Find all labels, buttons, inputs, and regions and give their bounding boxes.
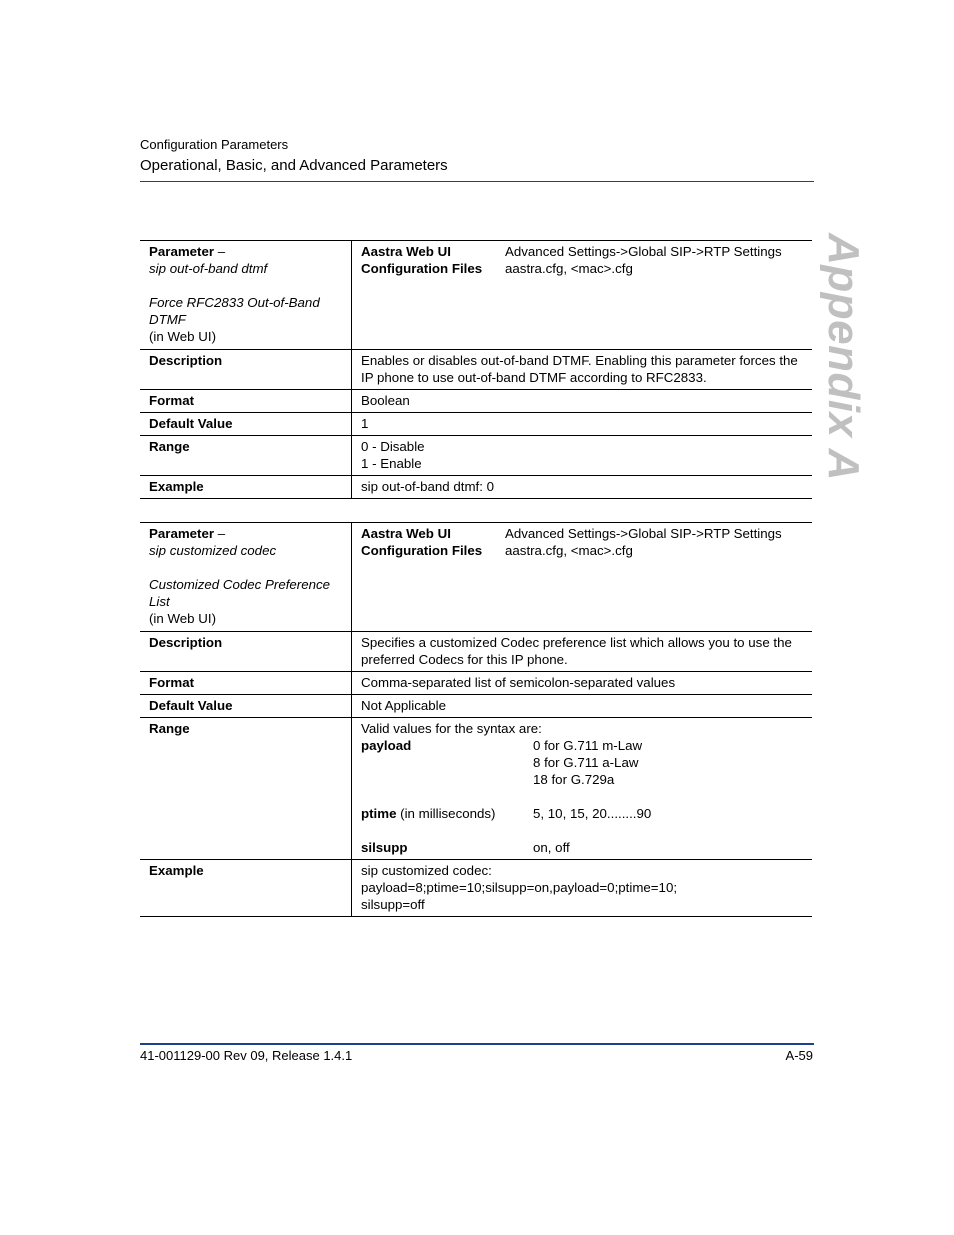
parameter-name: sip customized codec <box>149 543 277 558</box>
format-label: Format <box>140 672 352 695</box>
table-row-description <box>140 350 812 390</box>
web-ui-path: Advanced Settings->Global SIP->RTP Settings <box>505 244 782 259</box>
config-files-label: Configuration Files <box>361 543 483 558</box>
parameter-cell <box>140 523 352 632</box>
table-row-parameter <box>140 241 812 350</box>
range-value <box>352 436 813 476</box>
example-label: Example <box>140 860 352 917</box>
config-files-value: aastra.cfg, <mac>.cfg <box>505 261 633 276</box>
location-cell <box>352 523 813 632</box>
table-row-parameter <box>140 523 812 632</box>
range-value <box>352 718 813 860</box>
ptime-value: 5, 10, 15, 20........90 <box>533 806 652 821</box>
default-label: Default Value <box>140 695 352 718</box>
web-ui-label: Aastra Web UI <box>361 244 451 259</box>
ptime-unit: (in milliseconds) <box>396 806 496 821</box>
config-files-value: aastra.cfg, <mac>.cfg <box>505 543 633 558</box>
table-row-format <box>140 390 812 413</box>
table-row-default <box>140 695 812 718</box>
table-row-default <box>140 413 812 436</box>
format-value: Comma-separated list of semicolon-separated values <box>352 672 813 695</box>
web-ui-path: Advanced Settings->Global SIP->RTP Settings <box>505 526 782 541</box>
example-value: sip out-of-band dtmf: 0 <box>352 476 813 499</box>
range-intro: Valid values for the syntax are: <box>361 721 542 736</box>
format-value: Boolean <box>352 390 813 413</box>
range-option-1: 1 - Enable <box>361 456 422 471</box>
table-row-range <box>140 718 812 860</box>
example-value <box>352 860 813 917</box>
table-row-example <box>140 476 812 499</box>
running-header-section: Configuration Parameters <box>140 137 289 152</box>
table-row-range <box>140 436 812 476</box>
parameter-dash: – <box>214 526 226 541</box>
in-web-ui-note: (in Web UI) <box>149 329 216 344</box>
web-ui-label: Aastra Web UI <box>361 526 451 541</box>
silsupp-value: on, off <box>533 840 570 855</box>
silsupp-label: silsupp <box>361 840 408 855</box>
description-value: Specifies a customized Codec preference list which allows you to use the preferred Codecs for this IP phone. <box>352 632 813 672</box>
parameter-dash: – <box>214 244 226 259</box>
in-web-ui-note: (in Web UI) <box>149 611 216 626</box>
ptime-label: ptime <box>361 806 397 821</box>
description-label: Description <box>140 350 352 390</box>
example-label: Example <box>140 476 352 499</box>
example-line-2: payload=8;ptime=10;silsupp=on,payload=0;ptime=10; <box>361 880 678 895</box>
footer-divider <box>140 1043 814 1045</box>
appendix-side-tab-label: Appendix A <box>819 233 869 481</box>
web-ui-name-line2: DTMF <box>149 312 186 327</box>
payload-option-18: 18 for G.729a <box>533 772 615 787</box>
default-label: Default Value <box>140 413 352 436</box>
format-label: Format <box>140 390 352 413</box>
appendix-side-tab <box>808 233 878 481</box>
parameter-cell <box>140 241 352 350</box>
web-ui-name-line1: Force RFC2833 Out-of-Band <box>149 295 320 310</box>
description-value: Enables or disables out-of-band DTMF. Enabling this parameter forces the IP phone to use out-of-band DTMF according to RFC2833. <box>352 350 813 390</box>
config-files-label: Configuration Files <box>361 261 483 276</box>
footer-page-number: A-59 <box>785 1048 813 1063</box>
table-row-format <box>140 672 812 695</box>
table-row-description <box>140 632 812 672</box>
range-label: Range <box>140 718 352 860</box>
range-option-0: 0 - Disable <box>361 439 425 454</box>
location-cell <box>352 241 813 350</box>
example-line-1: sip customized codec: <box>361 863 492 878</box>
parameter-label: Parameter <box>149 244 215 259</box>
table-row-example <box>140 860 812 917</box>
payload-option-0: 0 for G.711 m-Law <box>533 738 643 753</box>
default-value: 1 <box>352 413 813 436</box>
parameter-label: Parameter <box>149 526 215 541</box>
description-label: Description <box>140 632 352 672</box>
default-value: Not Applicable <box>352 695 813 718</box>
parameter-table-out-of-band-dtmf <box>140 240 812 499</box>
payload-option-8: 8 for G.711 a-Law <box>533 755 639 770</box>
web-ui-name-line2: List <box>149 594 170 609</box>
running-header-subsection: Operational, Basic, and Advanced Parameters <box>140 157 448 174</box>
header-divider <box>140 181 814 182</box>
footer-doc-id: 41-001129-00 Rev 09, Release 1.4.1 <box>140 1048 353 1063</box>
range-label: Range <box>140 436 352 476</box>
parameter-name: sip out-of-band dtmf <box>149 261 268 276</box>
parameter-table-customized-codec <box>140 522 812 917</box>
web-ui-name-line1: Customized Codec Preference <box>149 577 331 592</box>
example-line-3: silsupp=off <box>361 897 425 912</box>
payload-label: payload <box>361 738 412 753</box>
